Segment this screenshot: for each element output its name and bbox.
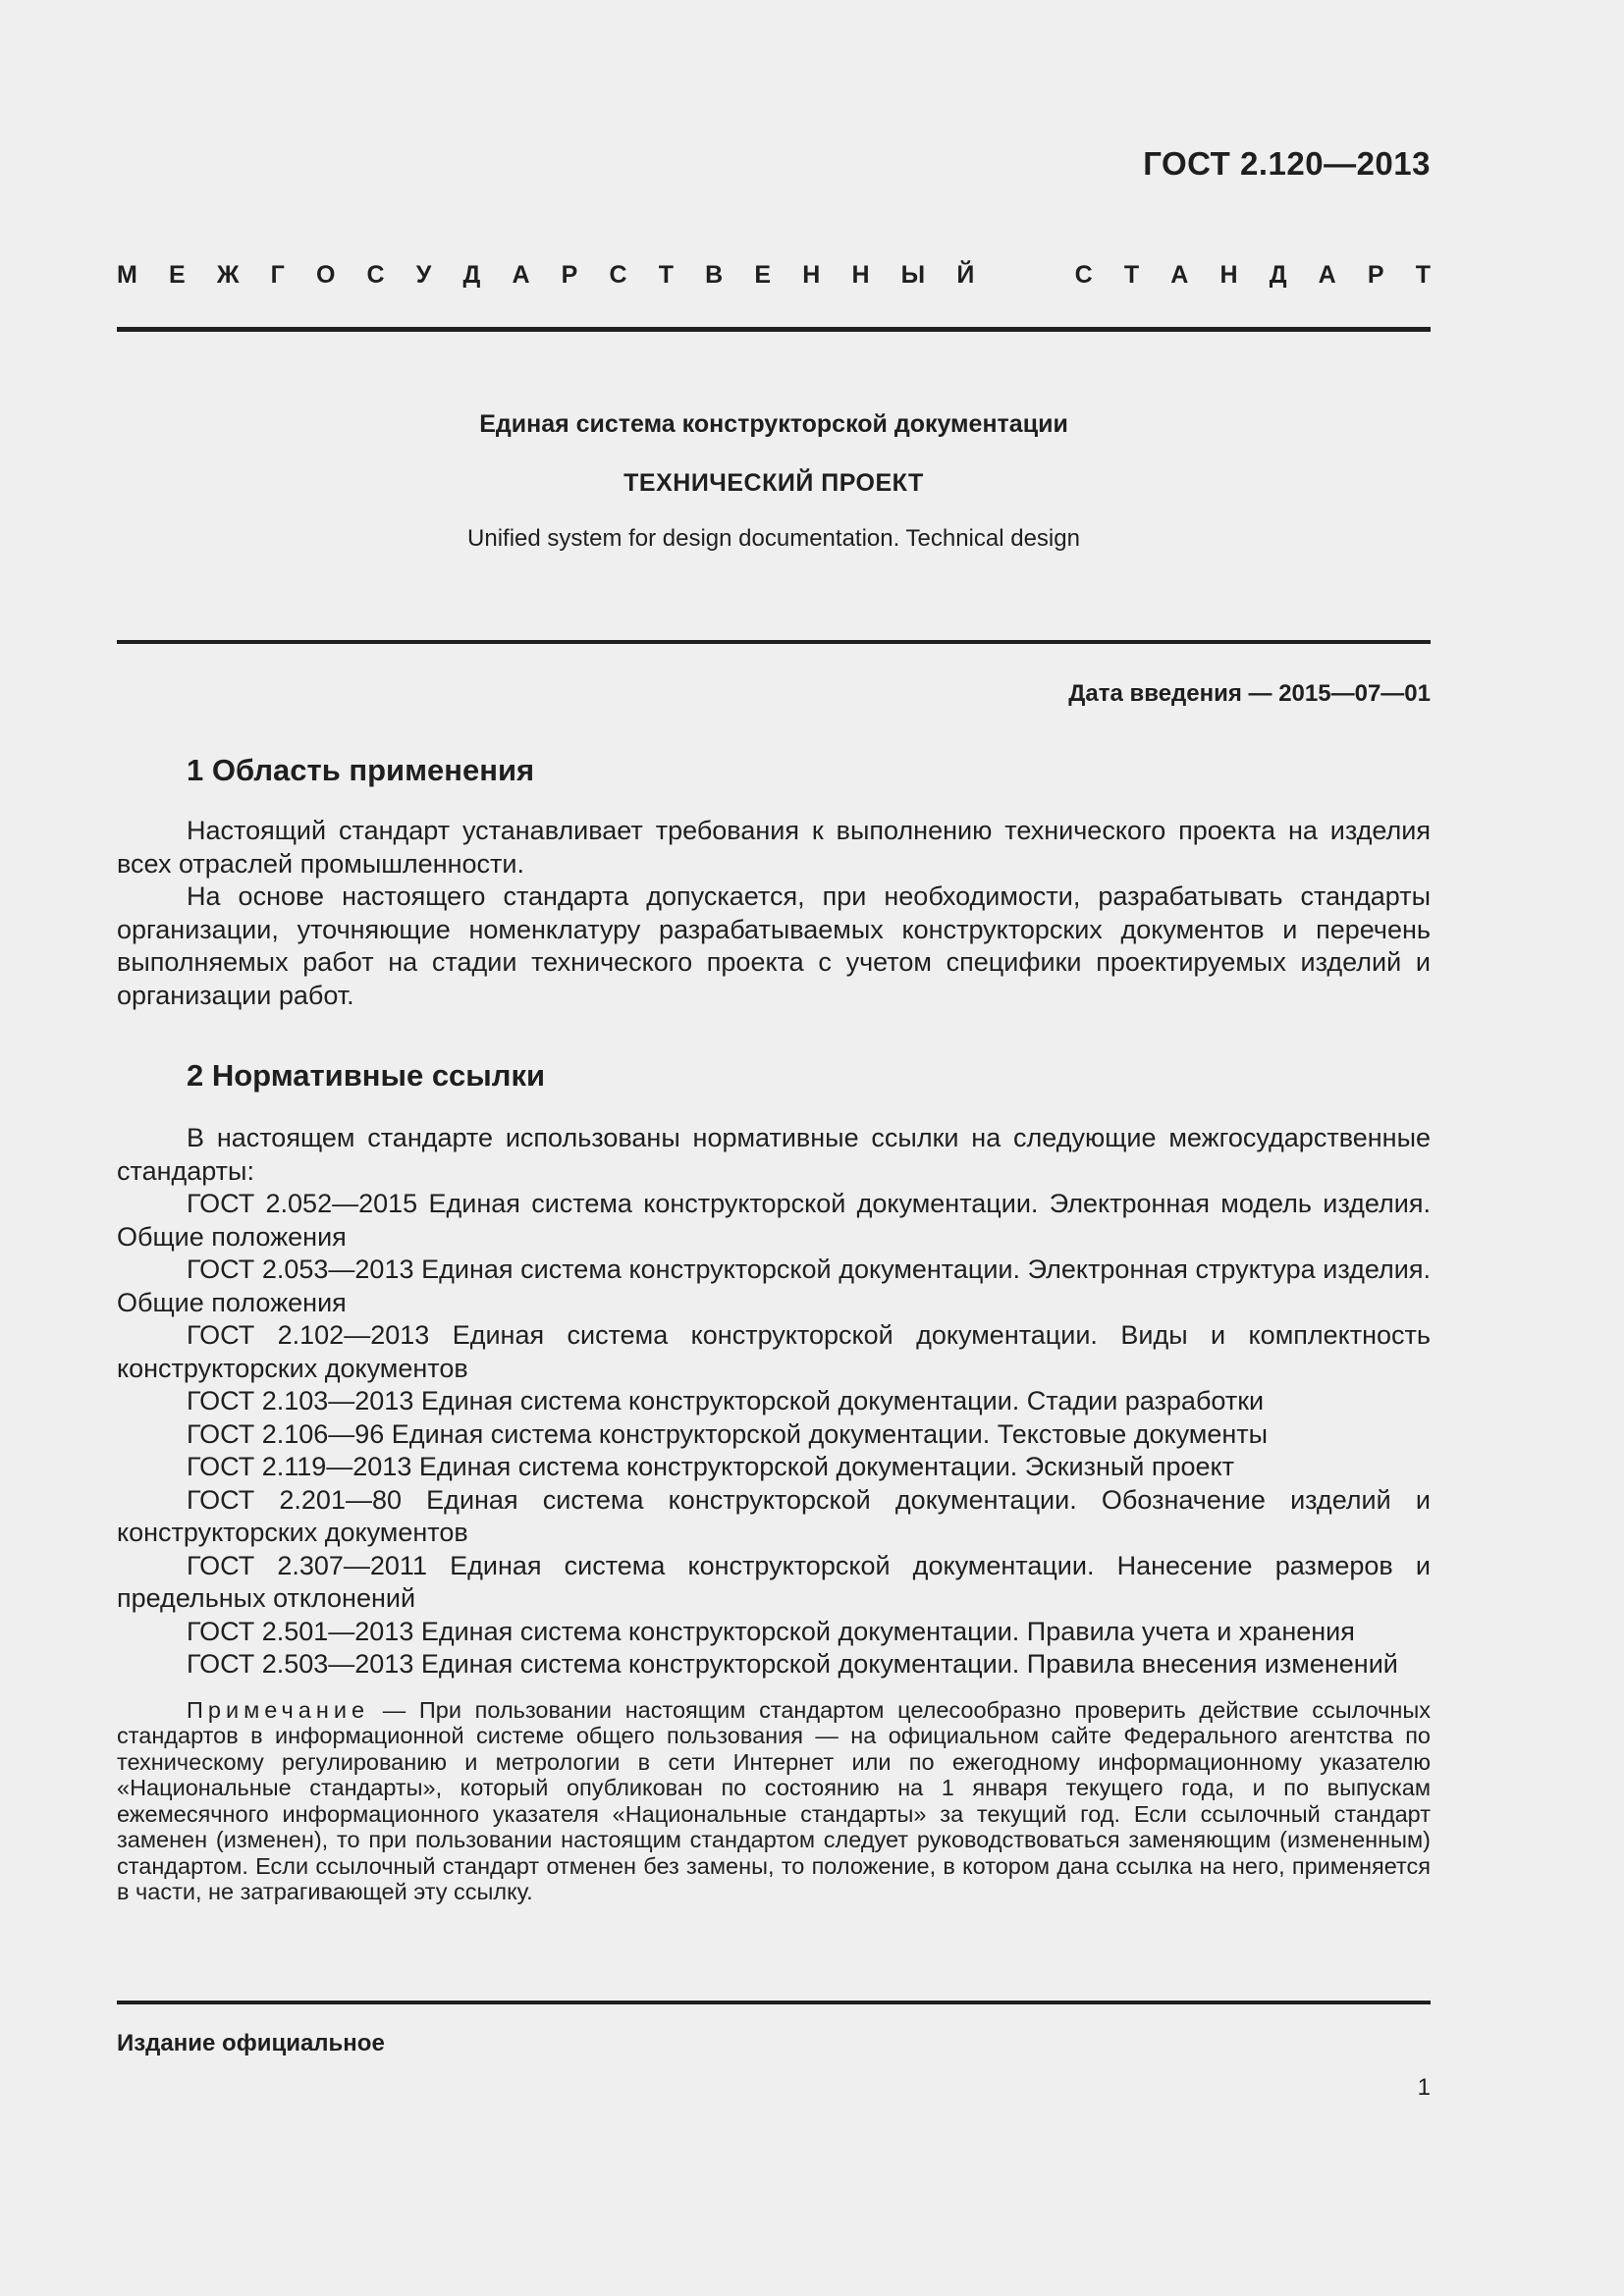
heading-letter: Е	[754, 261, 772, 289]
heading-letter: Ы	[900, 261, 926, 289]
document-page	[117, 0, 1431, 2296]
heading-letter: А	[512, 261, 530, 289]
heading-letter: Г	[270, 261, 285, 289]
heading-letter: Т	[658, 261, 675, 289]
document-code: ГОСТ 2.120—2013	[1143, 145, 1431, 182]
reference-item: ГОСТ 2.201—80 Единая система конструкторской документации. Обозначение изделий и конструкторских документов	[117, 1484, 1431, 1547]
reference-item: ГОСТ 2.052—2015 Единая система конструкторской документации. Электронная модель изделия. Общие положения	[117, 1189, 1431, 1252]
page-number: 1	[1417, 2074, 1431, 2101]
system-title: Единая система конструкторской документации	[479, 410, 1068, 438]
section-heading-references: 2 Нормативные ссылки	[187, 1058, 546, 1093]
heading-letter: У	[415, 261, 432, 289]
heading-letter: Н	[802, 261, 821, 289]
references-intro: В настоящем стандарте использованы нормативные ссылки на следующие межгосударственные стандарты:	[117, 1123, 1431, 1186]
heading-letter: А	[1318, 261, 1336, 289]
note-label: Примечание	[187, 1696, 370, 1723]
heading-letter: В	[705, 261, 724, 289]
heading-letter: О	[315, 261, 336, 289]
heading-letter: С	[366, 261, 385, 289]
scope-paragraph: Настоящий стандарт устанавливает требования к выполнению технического проекта на изделия всех отраслей промышленности.	[117, 816, 1431, 879]
heading-letter: С	[1074, 261, 1093, 289]
heading-letter: Ж	[216, 261, 240, 289]
note-text: — При пользовании настоящим стандартом целесообразно проверить действие ссылочных стандартов в информационной системе общего пользования — на официальном сайте Федерального агентства по техническому регулированию и метрологии в сети Интернет или по ежегодному информационному указателю «Национальные стандарты», который опубликован по состоянию на 1 января текущего года, и по выпускам ежемесячного информационного указателя «Национальные стандарты» за текущий год. Если ссылочный стандарт заменен (изменен), то при пользовании настоящим стандартом следует руководствоваться заменяющим (измененным) стандартом. Если ссылочный стандарт отменен без замены, то положение, в котором дана ссылка на него, применяется в части, не затрагивающей эту ссылку.	[117, 1696, 1431, 1904]
header-divider	[117, 327, 1431, 332]
title-divider	[117, 640, 1431, 644]
heading-letter: Д	[1269, 261, 1287, 289]
document-body	[117, 746, 1431, 1905]
heading-letter: Р	[561, 261, 578, 289]
heading-letter: С	[609, 261, 627, 289]
heading-letter: Н	[851, 261, 870, 289]
heading-letter: А	[1170, 261, 1189, 289]
reference-item: ГОСТ 2.503—2013 Единая система конструкторской документации. Правила внесения изменений	[187, 1649, 1398, 1679]
heading-letter: Р	[1367, 261, 1384, 289]
footer-divider	[117, 2001, 1431, 2004]
heading-letter: Й	[956, 261, 975, 289]
heading-letter: Е	[168, 261, 186, 289]
reference-item: ГОСТ 2.307—2011 Единая система конструкторской документации. Нанесение размеров и предельных отклонений	[117, 1550, 1431, 1613]
scope-paragraph: На основе настоящего стандарта допускается, при необходимости, разрабатывать стандарты организации, уточняющие номенклатуру разрабатываемых конструкторских документов и перечень выполняемых работ на стадии технического проекта с учетом специфики проектируемых изделий и организации работ.	[117, 881, 1431, 1010]
reference-item: ГОСТ 2.102—2013 Единая система конструкторской документации. Виды и комплектность конструкторских документов	[117, 1320, 1431, 1383]
heading-letter: Д	[462, 261, 481, 289]
section-heading-scope: 1 Область применения	[187, 753, 535, 787]
references-note	[117, 1697, 1431, 1905]
reference-item: ГОСТ 2.103—2013 Единая система конструкторской документации. Стадии разработки	[187, 1386, 1265, 1415]
reference-item: ГОСТ 2.106—96 Единая система конструкторской документации. Текстовые документы	[187, 1418, 1269, 1449]
heading-letter: Т	[1123, 261, 1140, 289]
word-gap	[1005, 261, 1043, 290]
reference-item: ГОСТ 2.501—2013 Единая система конструкторской документации. Правила учета и хранения	[187, 1616, 1355, 1646]
standard-type-heading	[117, 261, 1431, 290]
reference-item: ГОСТ 2.053—2013 Единая система конструкторской документации. Электронная структура изделия. Общие положения	[117, 1255, 1431, 1317]
document-title: ТЕХНИЧЕСКИЙ ПРОЕКТ	[623, 469, 924, 497]
english-title: Unified system for design documentation. Technical design	[467, 525, 1080, 552]
heading-letter: Н	[1219, 261, 1238, 289]
heading-letter: Т	[1415, 261, 1431, 289]
heading-letter: М	[117, 261, 137, 289]
introduction-date: Дата введения — 2015—07—01	[1068, 680, 1431, 707]
reference-item: ГОСТ 2.119—2013 Единая система конструкторской документации. Эскизный проект	[187, 1452, 1235, 1481]
edition-label: Издание официальное	[117, 2030, 385, 2056]
